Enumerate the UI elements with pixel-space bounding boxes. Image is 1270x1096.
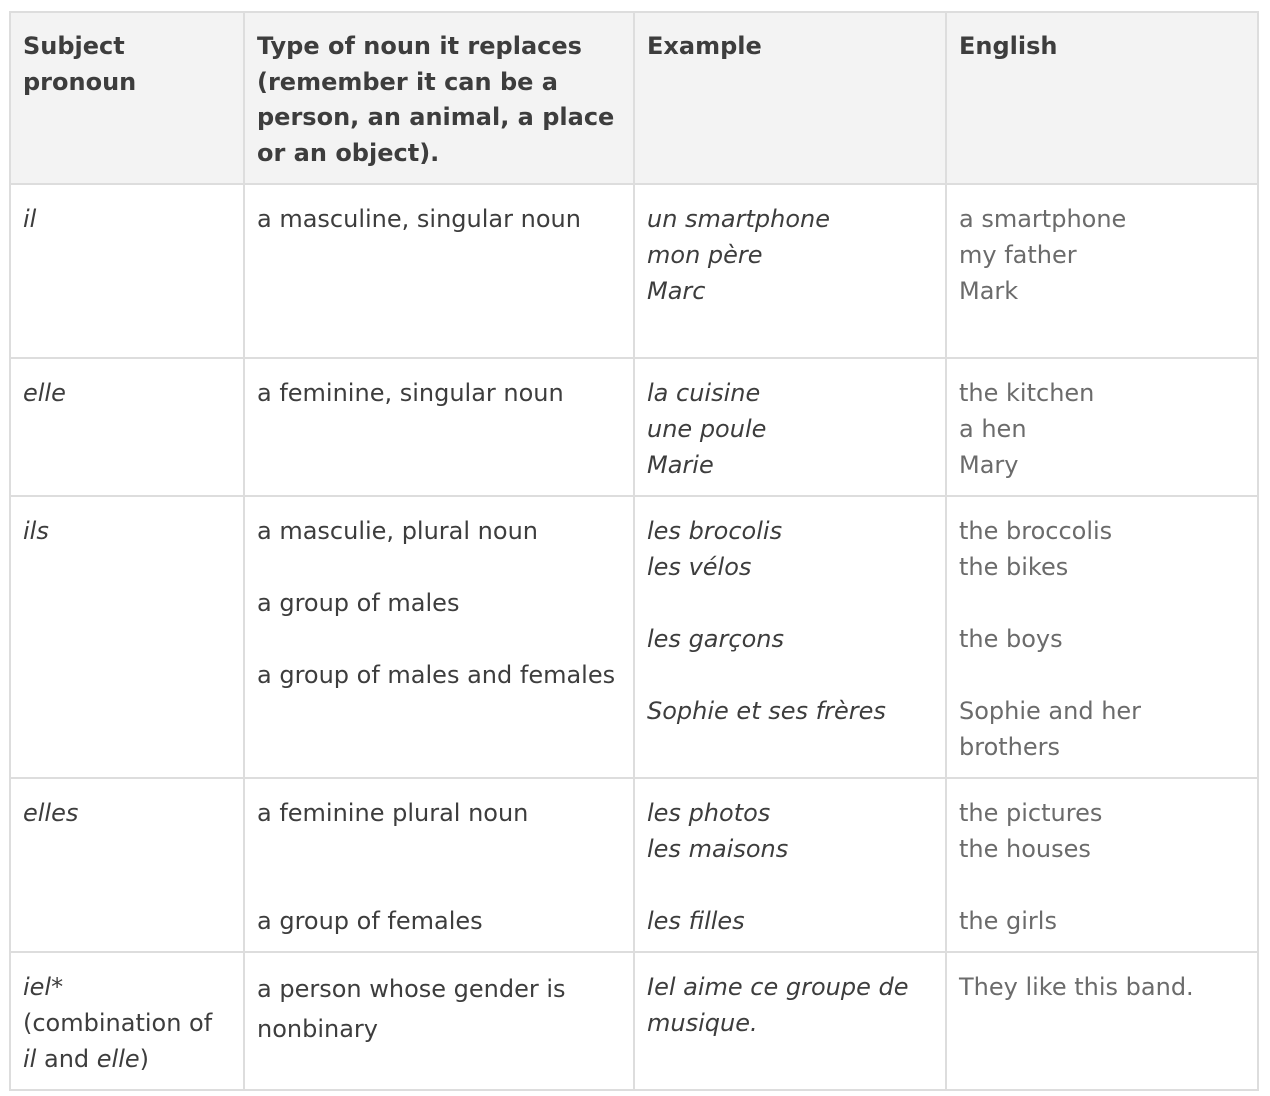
pronoun: il (23, 205, 37, 233)
noun-type: a masculine, singular noun (257, 205, 581, 233)
spacer (257, 831, 621, 867)
table-row (10, 184, 1258, 358)
example: une poule (647, 415, 767, 443)
translation: Mary (959, 451, 1019, 479)
spacer (647, 585, 933, 621)
noun-type: a group of males and females (257, 661, 616, 689)
spacer (257, 621, 621, 657)
example: Marc (647, 277, 706, 305)
example: Marie (647, 451, 714, 479)
translation: the broccolis (959, 517, 1113, 545)
noun-type: a feminine, singular noun (257, 379, 564, 407)
translation: the pictures (959, 799, 1103, 827)
translation: a hen (959, 415, 1027, 443)
table-row (10, 358, 1258, 496)
pronoun-cell (10, 496, 244, 778)
spacer (257, 867, 621, 903)
example: les vélos (647, 553, 752, 581)
spacer (959, 585, 1245, 621)
noun-type-cell (244, 358, 634, 496)
header-subject-pronoun: Subject pronoun (10, 12, 244, 184)
header-english: English (946, 12, 1258, 184)
pronoun-note (23, 1009, 212, 1073)
example: les photos (647, 799, 771, 827)
example: Sophie et ses frères (647, 697, 886, 725)
noun-type: a feminine plural noun (257, 799, 529, 827)
translation: the girls (959, 907, 1057, 935)
english-cell (946, 496, 1258, 778)
pronoun-cell (10, 778, 244, 952)
translation: Mark (959, 277, 1019, 305)
header-example: Example (634, 12, 946, 184)
noun-type: a group of males (257, 589, 460, 617)
example: un smartphone (647, 205, 831, 233)
pronoun-cell (10, 358, 244, 496)
translation: the houses (959, 835, 1091, 863)
pronoun-cell (10, 952, 244, 1090)
noun-type: a masculie, plural noun (257, 517, 538, 545)
example: les garçons (647, 625, 784, 653)
translation: the boys (959, 625, 1063, 653)
example: les filles (647, 907, 745, 935)
example: Iel aime ce groupe de musique. (647, 973, 909, 1037)
noun-type: a person whose gender is nonbinary (257, 975, 566, 1043)
pronoun-note-il: il (23, 1045, 37, 1073)
pronoun: iel* (23, 973, 64, 1001)
spacer (959, 657, 1245, 693)
english-cell (946, 778, 1258, 952)
pronoun: elle (23, 379, 66, 407)
example: les maisons (647, 835, 789, 863)
translation: brothers (959, 733, 1061, 761)
pronoun-note-text: (combination of (23, 1009, 213, 1037)
translation: my father (959, 241, 1077, 269)
translation: Sophie and her (959, 697, 1142, 725)
translation: They like this band. (959, 973, 1194, 1001)
example: la cuisine (647, 379, 761, 407)
pronoun: ils (23, 517, 49, 545)
pronoun: elles (23, 799, 79, 827)
pronoun-note-close: ) (139, 1045, 150, 1073)
example: les brocolis (647, 517, 783, 545)
example-cell (634, 184, 946, 358)
pronoun-cell (10, 184, 244, 358)
translation: the kitchen (959, 379, 1095, 407)
example: mon père (647, 241, 763, 269)
example-cell (634, 358, 946, 496)
header-noun-type: Type of noun it replaces (remember it can be a person, an animal, a place or an object). (244, 12, 634, 184)
table-row (10, 496, 1258, 778)
english-cell (946, 358, 1258, 496)
pronoun-note-and: and (43, 1045, 90, 1073)
noun-type-cell (244, 778, 634, 952)
example-cell (634, 952, 946, 1090)
spacer (647, 867, 933, 903)
noun-type-cell (244, 184, 634, 358)
translation: the bikes (959, 553, 1069, 581)
table-row (10, 952, 1258, 1090)
noun-type-cell (244, 496, 634, 778)
spacer (257, 549, 621, 585)
table-header-row (10, 12, 1258, 184)
english-cell (946, 952, 1258, 1090)
example-cell (634, 496, 946, 778)
spacer (647, 657, 933, 693)
english-cell (946, 184, 1258, 358)
example-cell (634, 778, 946, 952)
pronoun-note-elle: elle (96, 1045, 140, 1073)
pronoun-table (9, 11, 1259, 1091)
table-row (10, 778, 1258, 952)
noun-type-cell (244, 952, 634, 1090)
translation: a smartphone (959, 205, 1127, 233)
spacer (959, 867, 1245, 903)
noun-type: a group of females (257, 907, 483, 935)
